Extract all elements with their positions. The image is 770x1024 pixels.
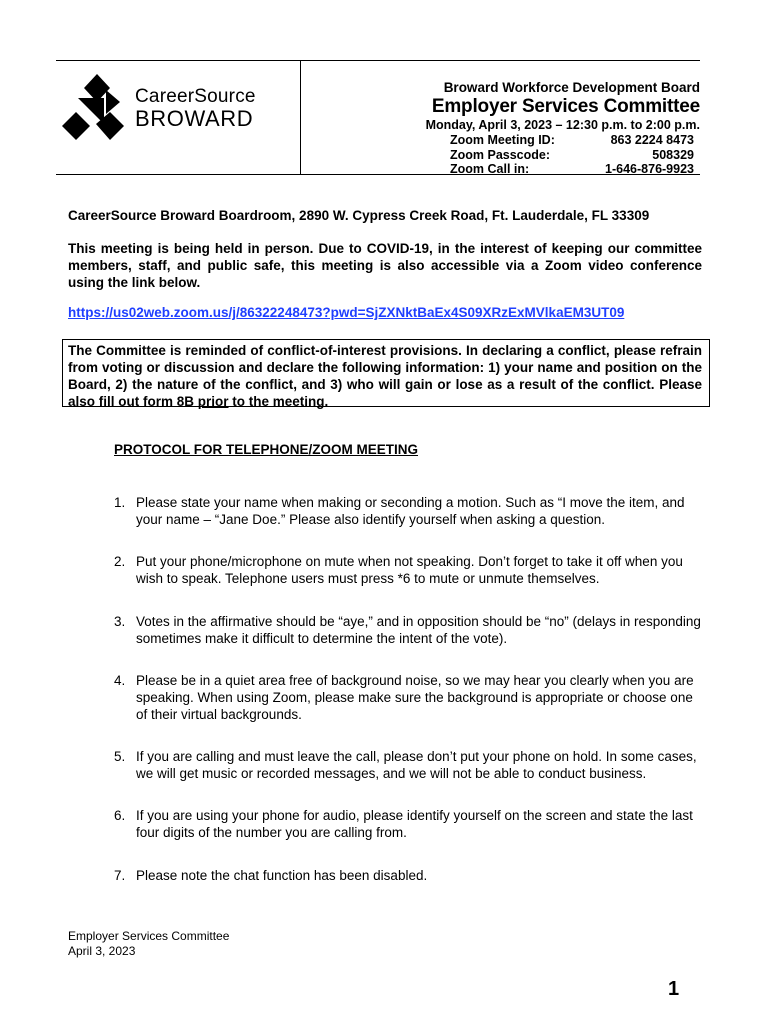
header-divider xyxy=(300,60,301,174)
list-item-number: 2. xyxy=(114,554,126,569)
conflict-text-prior: prior xyxy=(197,394,229,409)
list-item-number: 5. xyxy=(114,749,126,764)
zoom-link[interactable]: https://us02web.zoom.us/j/86322248473?pwd=SjZXNktBaEx4S09XRzExMVlkaEM3UT09 xyxy=(68,305,625,320)
list-item-text: Please be in a quiet area free of background noise, so we may hear you clearly when you are speaking. When using Zoom, please make sure the background is appropriate or choose one of their virtual backgrounds. xyxy=(136,673,694,722)
list-item-number: 4. xyxy=(114,673,126,688)
protocol-item-2 xyxy=(114,553,706,587)
protocol-heading: PROTOCOL FOR TELEPHONE/ZOOM MEETING xyxy=(114,442,419,457)
meeting-date: Monday, April 3, 2023 – 12:30 p.m. to 2:00 p.m. xyxy=(425,118,700,132)
meeting-location: CareerSource Broward Boardroom, 2890 W. Cypress Creek Road, Ft. Lauderdale, FL 33309 xyxy=(68,208,650,223)
covid-notice: This meeting is being held in person. Due to COVID-19, in the interest of keeping our committee members, staff, and public safe, this meeting is also accessible via a Zoom video conference using the link below. xyxy=(68,241,702,290)
protocol-item-6 xyxy=(114,807,706,841)
protocol-item-7 xyxy=(114,867,706,884)
list-item-number: 3. xyxy=(114,614,126,629)
logo-text-careersource: CareerSource xyxy=(135,86,256,107)
logo-text-broward: BROWARD xyxy=(135,106,254,131)
footer-committee: Employer Services Committee xyxy=(68,929,230,943)
committee-title: Employer Services Committee xyxy=(431,96,700,117)
list-item-text: Please state your name when making or seconding a motion. Such as “I move the item, and your name – “Jane Doe.” Please also identify yourself when asking a question. xyxy=(136,495,685,527)
board-name: Broward Workforce Development Board xyxy=(443,80,700,95)
list-item-text: Please note the chat function has been disabled. xyxy=(136,868,428,883)
zoom-meeting-id-value: 863 2224 8473 xyxy=(610,133,694,147)
header-top-rule xyxy=(56,60,700,61)
list-item-text: If you are using your phone for audio, please identify yourself on the screen and state the last four digits of the number you are calling from. xyxy=(136,808,693,840)
zoom-passcode-label: Zoom Passcode: xyxy=(450,148,551,162)
list-item-text: If you are calling and must leave the call, please don’t put your phone on hold. In some cases, we will get music or recorded messages, and we will not be able to conduct business. xyxy=(136,749,697,781)
conflict-notice xyxy=(68,342,702,410)
zoom-call-in-label: Zoom Call in: xyxy=(450,162,530,176)
list-item-number: 6. xyxy=(114,808,126,823)
zoom-passcode-value: 508329 xyxy=(652,148,694,162)
list-item-text: Put your phone/microphone on mute when not speaking. Don’t forget to take it off when you wish to speak. Telephone users must press *6 to mute or unmute themselves. xyxy=(136,554,683,586)
list-item-text: Votes in the affirmative should be “aye,” and in opposition should be “no” (delays in responding sometimes make it difficult to determine the intent of the vote). xyxy=(136,614,701,646)
protocol-item-5 xyxy=(114,748,706,782)
protocol-item-3 xyxy=(114,613,706,647)
list-item-number: 7. xyxy=(114,868,126,883)
zoom-meeting-id-label: Zoom Meeting ID: xyxy=(450,133,555,147)
footer-date: April 3, 2023 xyxy=(68,944,136,958)
conflict-text-part1: The Committee is reminded of conflict-of-interest provisions. In declaring a conflict, please refrain from voting or discussion and declare the following information: 1) your name and position on the Board, 2) the nature of the conflict, and 3) who will gain or lose as a result of the conflict. Please also fill out form 8B xyxy=(68,343,702,409)
protocol-item-4 xyxy=(114,672,706,723)
conflict-text-part2: to the meeting. xyxy=(228,394,329,409)
protocol-item-1 xyxy=(114,494,706,528)
list-item-number: 1. xyxy=(114,495,126,510)
zoom-call-in-value: 1-646-876-9923 xyxy=(605,162,694,176)
page-number: 1 xyxy=(668,978,680,1000)
header-bottom-rule xyxy=(56,174,700,175)
